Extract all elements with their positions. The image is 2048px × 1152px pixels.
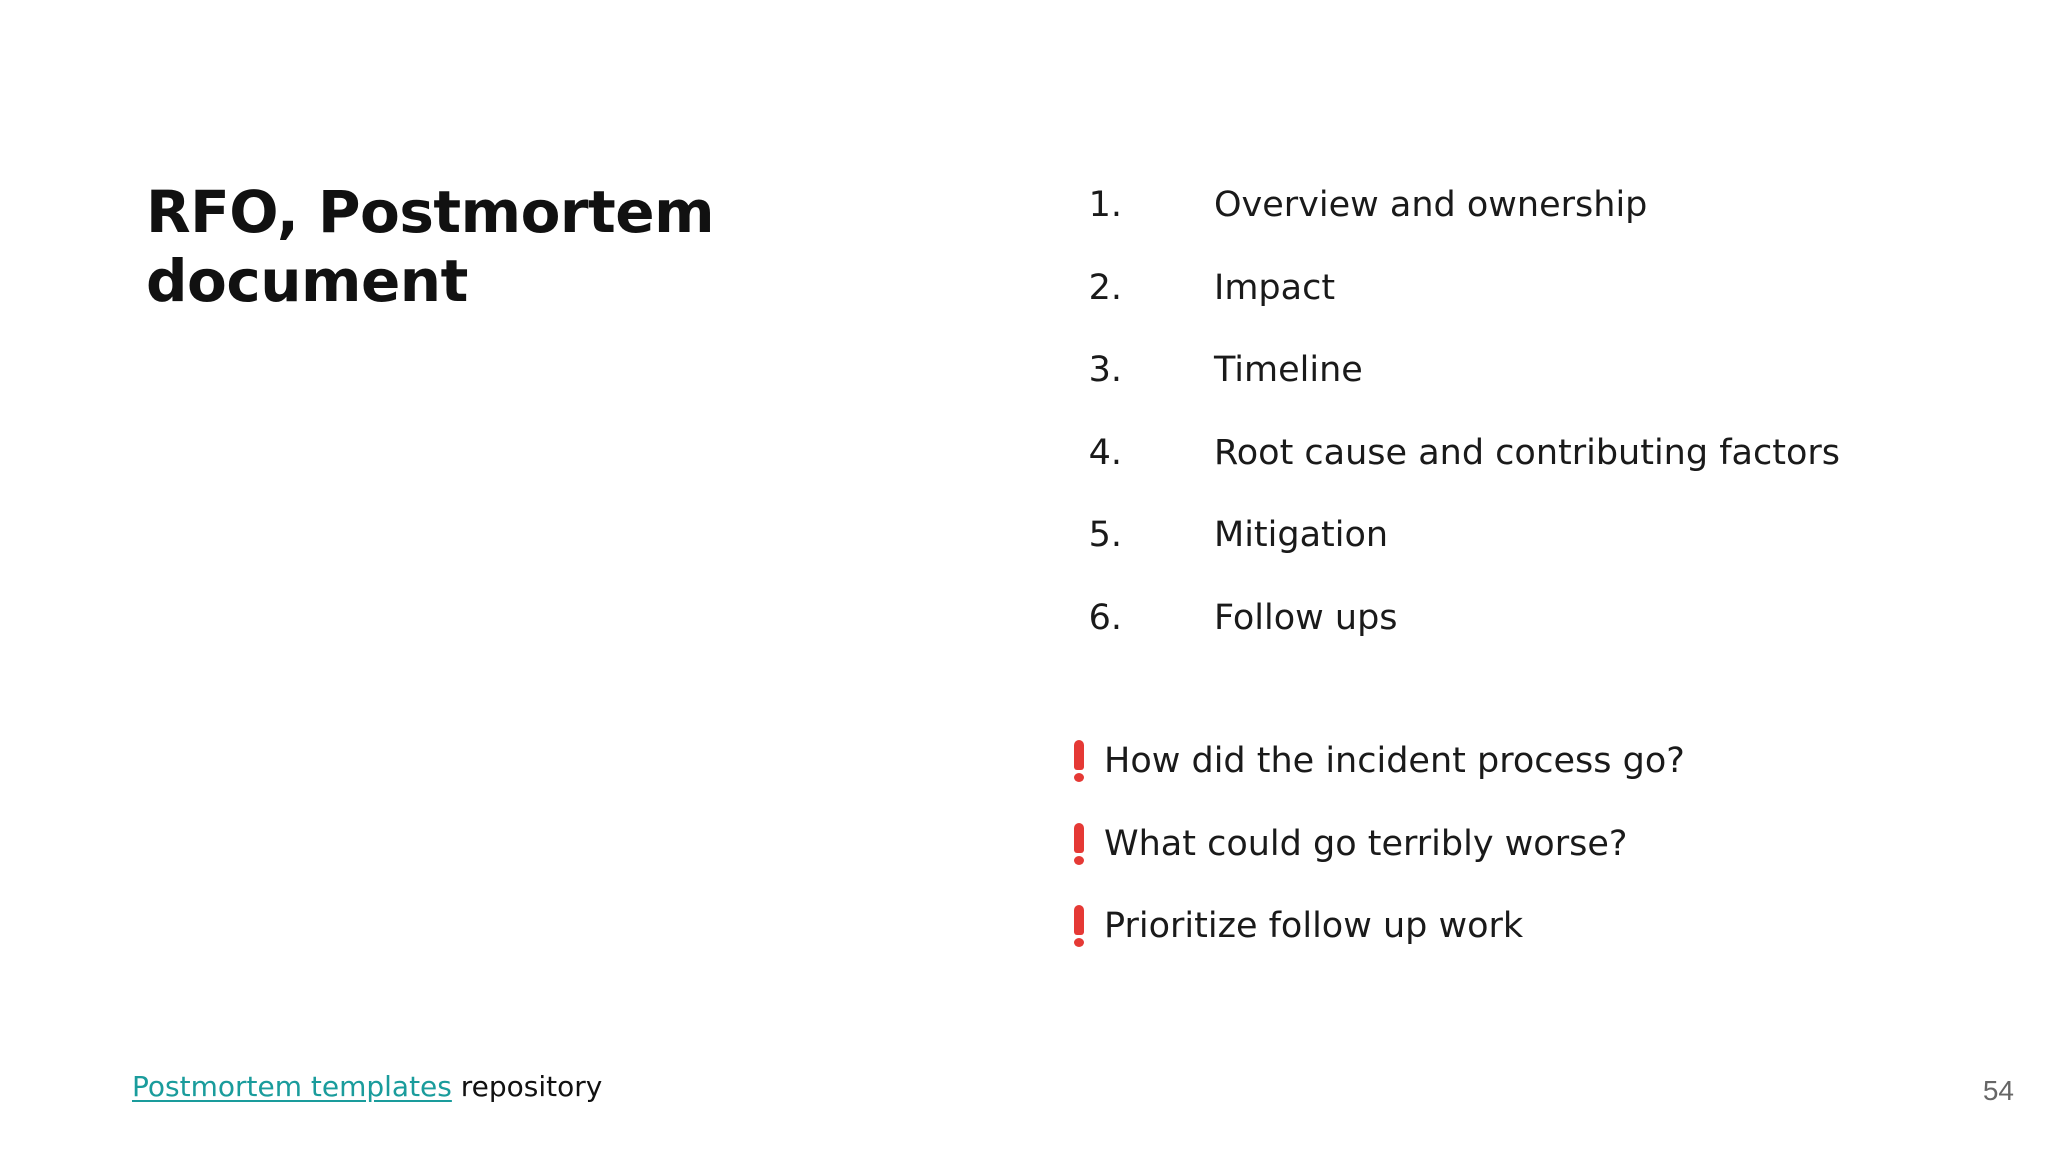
- slide-title-line-1: RFO, Postmortem: [146, 178, 715, 246]
- list-item: [1060, 164, 1840, 247]
- list-item-label: Impact: [1214, 267, 1336, 308]
- list-item-number: 6.: [1088, 597, 1122, 638]
- list-item-number: 2.: [1088, 267, 1122, 308]
- footer-caption: [132, 1070, 602, 1103]
- list-item-number: 5.: [1088, 515, 1122, 556]
- list-item: [1060, 247, 1840, 330]
- exclamation-icon: [1072, 823, 1086, 865]
- slide-title-line-2: document: [146, 247, 468, 315]
- list-item: [1060, 494, 1840, 577]
- note-item: [1072, 720, 1685, 803]
- footer-suffix: repository: [451, 1070, 603, 1103]
- page-number: 54: [1982, 1075, 2014, 1106]
- note-text: What could go terribly worse?: [1104, 823, 1628, 864]
- list-item-label: Root cause and contributing factors: [1214, 432, 1840, 473]
- section-list: [1060, 164, 1840, 659]
- list-item: [1060, 329, 1840, 412]
- list-item-number: 3.: [1088, 350, 1122, 391]
- exclamation-icon: [1072, 740, 1086, 782]
- exclamation-icon: [1072, 905, 1086, 947]
- slide-title: [146, 178, 906, 316]
- note-text: How did the incident process go?: [1104, 741, 1685, 782]
- list-item: [1060, 577, 1840, 660]
- list-item: [1060, 412, 1840, 495]
- note-item: [1072, 803, 1685, 886]
- note-text: Prioritize follow up work: [1104, 906, 1524, 947]
- notes-list: [1072, 720, 1685, 968]
- list-item-number: 4.: [1088, 432, 1122, 473]
- list-item-number: 1.: [1088, 185, 1122, 226]
- list-item-label: Timeline: [1214, 350, 1363, 391]
- note-item: [1072, 885, 1685, 968]
- list-item-label: Follow ups: [1214, 597, 1398, 638]
- list-item-label: Mitigation: [1214, 515, 1389, 556]
- postmortem-templates-link[interactable]: Postmortem templates: [132, 1070, 452, 1103]
- list-item-label: Overview and ownership: [1214, 185, 1648, 226]
